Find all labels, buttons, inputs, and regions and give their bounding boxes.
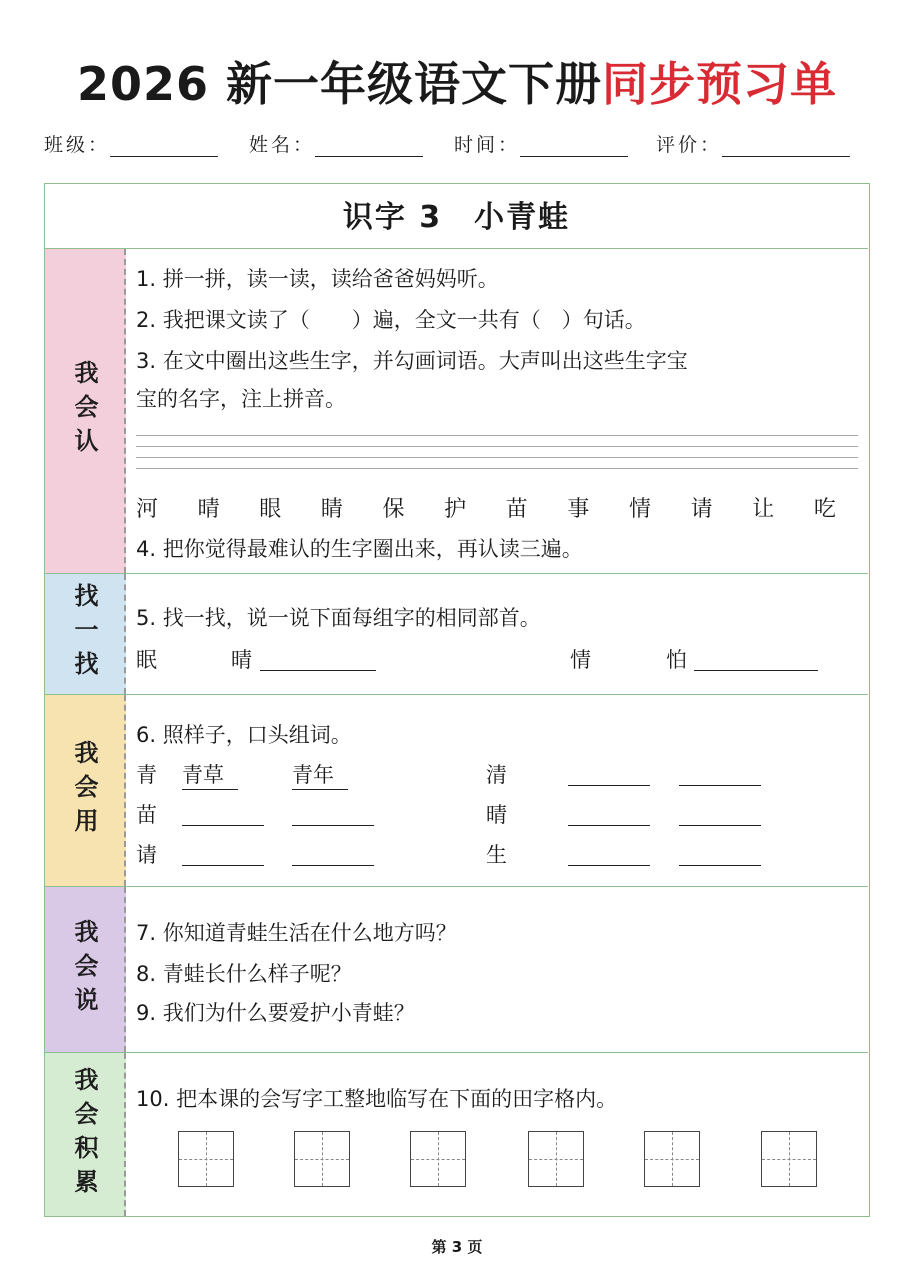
- group-1-answer-blank[interactable]: [260, 646, 376, 671]
- section-label-recognize: 我会认: [45, 249, 126, 573]
- info-row: [44, 130, 874, 162]
- group-1-char-1: 眠: [136, 648, 157, 672]
- name-label: 姓名：: [249, 134, 316, 156]
- example-word-1: 青草: [182, 759, 238, 790]
- question-6: 6. 照样子，口头组词。: [136, 723, 352, 747]
- evaluation-blank[interactable]: [722, 132, 850, 157]
- title-main: 2026 新一年级语文下册: [76, 57, 603, 111]
- tian-grid-box[interactable]: [294, 1131, 350, 1187]
- word-char: 请: [136, 843, 157, 867]
- word-blank[interactable]: [568, 761, 650, 786]
- tian-grid-box[interactable]: [644, 1131, 700, 1187]
- tian-grid-box[interactable]: [528, 1131, 584, 1187]
- time-blank[interactable]: [520, 132, 628, 157]
- worksheet-title: [0, 52, 914, 116]
- section-label-use: 我会用: [45, 695, 126, 886]
- question-3-line-1: 3. 在文中圈出这些生字，并勾画词语。大声叫出这些生字宝: [136, 349, 688, 373]
- title-highlight: 同步预习单: [602, 57, 838, 111]
- group-2-char-2: 怕: [666, 648, 687, 672]
- word-char: 苗: [136, 803, 157, 827]
- question-1: 1. 拼一拼，读一读，读给爸爸妈妈听。: [136, 267, 499, 291]
- word-blank[interactable]: [182, 801, 264, 826]
- group-2-char-1: 情: [570, 648, 591, 672]
- use-content: [136, 695, 858, 886]
- evaluation-field[interactable]: [656, 130, 850, 157]
- word-blank[interactable]: [182, 841, 264, 866]
- word-char: 晴: [486, 803, 507, 827]
- character[interactable]: 情: [629, 497, 652, 522]
- section-use: [45, 695, 868, 887]
- word-blank[interactable]: [679, 841, 761, 866]
- worksheet-table: [44, 183, 870, 1217]
- section-find: [45, 574, 868, 695]
- section-accumulate: [45, 1053, 868, 1216]
- time-field[interactable]: [454, 130, 628, 157]
- question-3-line-2: 宝的名字，注上拼音。: [136, 387, 346, 411]
- question-7: 7. 你知道青蛙生活在什么地方吗？: [136, 921, 457, 945]
- question-5: 5. 找一找，说一说下面每组字的相同部首。: [136, 606, 541, 630]
- character[interactable]: 请: [690, 497, 713, 522]
- class-label: 班级：: [44, 134, 111, 156]
- word-blank[interactable]: [679, 801, 761, 826]
- class-blank[interactable]: [110, 132, 218, 157]
- find-content: [136, 574, 858, 694]
- group-2-answer-blank[interactable]: [694, 646, 818, 671]
- character[interactable]: 事: [567, 497, 590, 522]
- name-blank[interactable]: [315, 132, 423, 157]
- word-char: 生: [486, 843, 507, 867]
- tian-grid-box[interactable]: [178, 1131, 234, 1187]
- character[interactable]: 眼: [259, 497, 282, 522]
- word-char: 清: [486, 763, 507, 787]
- example-char: 青: [136, 763, 157, 787]
- new-characters-list: [136, 492, 836, 523]
- question-4: 4. 把你觉得最难认的生字圈出来，再认读三遍。: [136, 537, 583, 561]
- evaluation-label: 评价：: [656, 134, 723, 156]
- lesson-title: 识字 3 小青蛙: [45, 184, 868, 249]
- page-number: 第 3 页: [431, 1238, 483, 1256]
- accumulate-content: [136, 1053, 858, 1216]
- word-blank[interactable]: [679, 761, 761, 786]
- section-speak: [45, 887, 868, 1053]
- word-blank[interactable]: [568, 841, 650, 866]
- question-10: 10. 把本课的会写字工整地临写在下面的田字格内。: [136, 1087, 618, 1111]
- section-label-find: 找一找: [45, 574, 126, 694]
- character[interactable]: 河: [136, 497, 159, 522]
- section-recognize: [45, 249, 868, 574]
- group-1-char-2: 晴: [231, 648, 252, 672]
- character[interactable]: 晴: [197, 497, 220, 522]
- word-blank[interactable]: [292, 801, 374, 826]
- name-field[interactable]: [249, 130, 423, 157]
- class-field[interactable]: [44, 130, 218, 157]
- tian-grid-box[interactable]: [761, 1131, 817, 1187]
- word-blank[interactable]: [292, 841, 374, 866]
- example-word-2: 青年: [292, 759, 348, 790]
- recognize-content: [136, 249, 858, 573]
- word-blank[interactable]: [568, 801, 650, 826]
- pinyin-writing-lines[interactable]: [136, 435, 858, 479]
- character[interactable]: 让: [752, 497, 775, 522]
- question-8: 8. 青蛙长什么样子呢？: [136, 962, 352, 986]
- question-2: 2. 我把课文读了（ ）遍，全文一共有（ ）句话。: [136, 308, 646, 332]
- question-9: 9. 我们为什么要爱护小青蛙？: [136, 1001, 415, 1025]
- character[interactable]: 保: [382, 497, 405, 522]
- character[interactable]: 苗: [505, 497, 528, 522]
- section-label-accumulate: 我会积累: [45, 1053, 126, 1216]
- character[interactable]: 吃: [813, 497, 836, 522]
- character[interactable]: 护: [444, 497, 467, 522]
- tian-grid-box[interactable]: [410, 1131, 466, 1187]
- speak-content: [136, 887, 858, 1052]
- section-label-speak: 我会说: [45, 887, 126, 1052]
- character[interactable]: 睛: [320, 497, 343, 522]
- time-label: 时间：: [454, 134, 521, 156]
